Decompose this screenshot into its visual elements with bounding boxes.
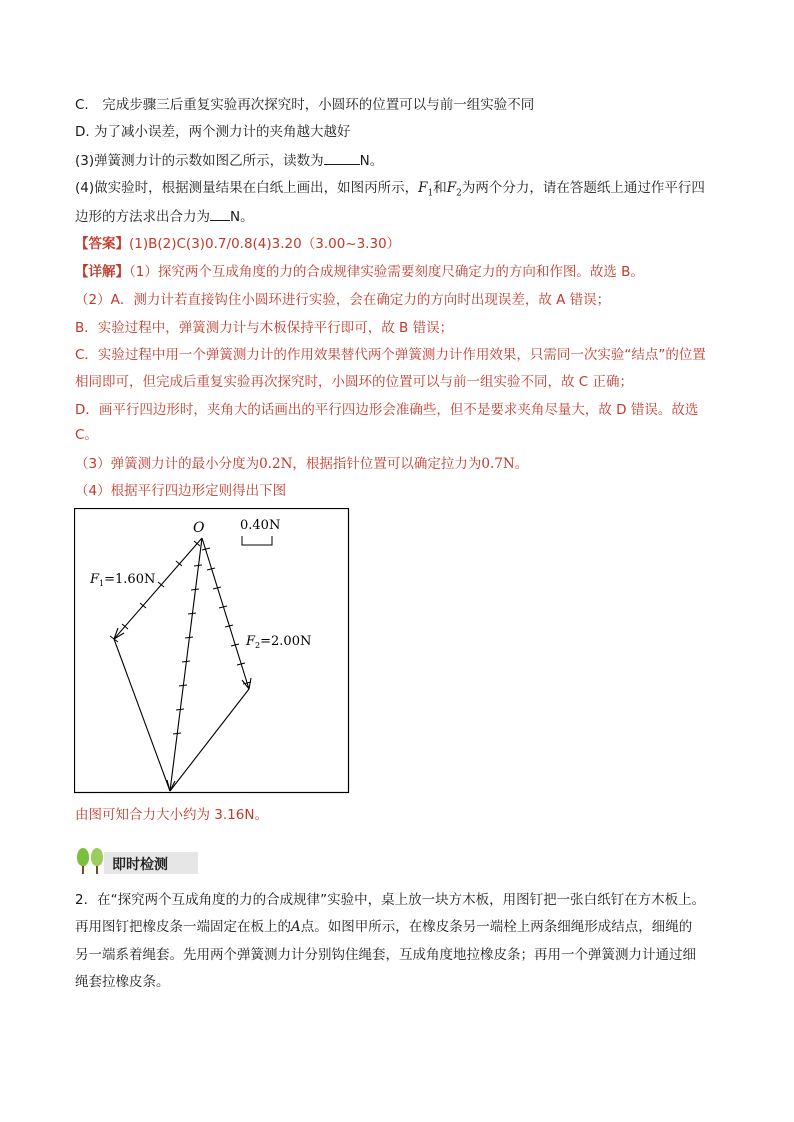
detail-line-5: 相同即可，但完成后重复实验再次探究时，小圆环的位置可以与前一组实验不同，故 C 正确； [75,374,634,390]
question-part-3: (3)弹簧测力计的示数如图乙所示，读数为 N。 [75,150,725,171]
f2-label: $F_2=2.00N$ [246,634,312,650]
parallelogram-figure [74,508,350,794]
q2-line-4: 绳套拉橡皮条。 [75,974,170,990]
tree-icon [77,848,89,866]
option-c: C. 完成步骤三后重复实验再次探究时，小圆环的位置可以与前一组实验不同 [75,97,535,113]
tree-icon [91,848,103,866]
scale-label: 0.40N [240,518,281,533]
detail-line-8: （3）弹簧测力计的最小分度为0.2N，根据指针位置可以确定拉力为0.7N。 [75,456,529,472]
conclusion-line: 由图可知合力大小约为 3.16N。 [75,807,268,823]
f1-label: $F_1=1.60N$ [90,572,156,588]
detail-line-9: （4）根据平行四边形定则得出下图 [75,483,287,499]
option-d: D. 为了减小误差，两个测力计的夹角越大越好 [75,124,351,140]
detail-line-3: B．实验过程中，弹簧测力计与木板保持平行即可，故 B 错误； [75,320,454,336]
origin-label: O [193,520,205,536]
answer-blank [210,206,230,221]
answer-blank [324,150,360,165]
question-part-4: (4)做实验时，根据测量结果在白纸上画出，如图丙所示，$F_1$和$F_2$为两个分力，请在答题纸上通过作平行四 [75,180,705,199]
answer-line: 【答案】(1)B(2)C(3)0.7/0.8(4)3.20（3.00~3.30） [75,236,401,252]
q2-line-1: 2．在“探究两个互成角度的力的合成规律”实验中，桌上放一块方木板，用图钉把一张白纸钉在方木板上。 [75,892,706,908]
figure-frame [75,509,349,793]
section-header [76,840,196,876]
detail-line-7: C。 [75,427,98,443]
detail-line-2: （2）A．测力计若直接钩住小圆环进行实验，会在确定力的方向时出现误差，故 A 错误； [75,292,611,308]
detail-line-4: C．实验过程中用一个弹簧测力计的作用效果替代两个弹簧测力计作用效果，只需同一次实验“结点”的位置 [75,347,706,363]
q2-line-2: 再用图钉把橡皮条一端固定在板上的A点。如图甲所示，在橡皮条另一端栓上两条细绳形成结点，细绳的 [75,919,693,935]
q2-line-3: 另一端系着绳套。先用两个弹簧测力计分别钩住绳套，互成角度地拉橡皮条；再用一个弹簧测力计通过细 [75,947,696,963]
detail-line-6: D．画平行四边形时，夹角大的话画出的平行四边形会准确些，但不是要求夹角尽量大，故 D 错误。故选 [75,402,699,418]
question-part-4-cont: 边形的方法求出合力为 N。 [75,206,725,227]
section-title: 即时检测 [112,857,168,873]
detail-line-1: 【详解】（1）探究两个互成角度的力的合成规律实验需要刻度尺确定力的方向和作图。故选 B。 [75,264,644,280]
